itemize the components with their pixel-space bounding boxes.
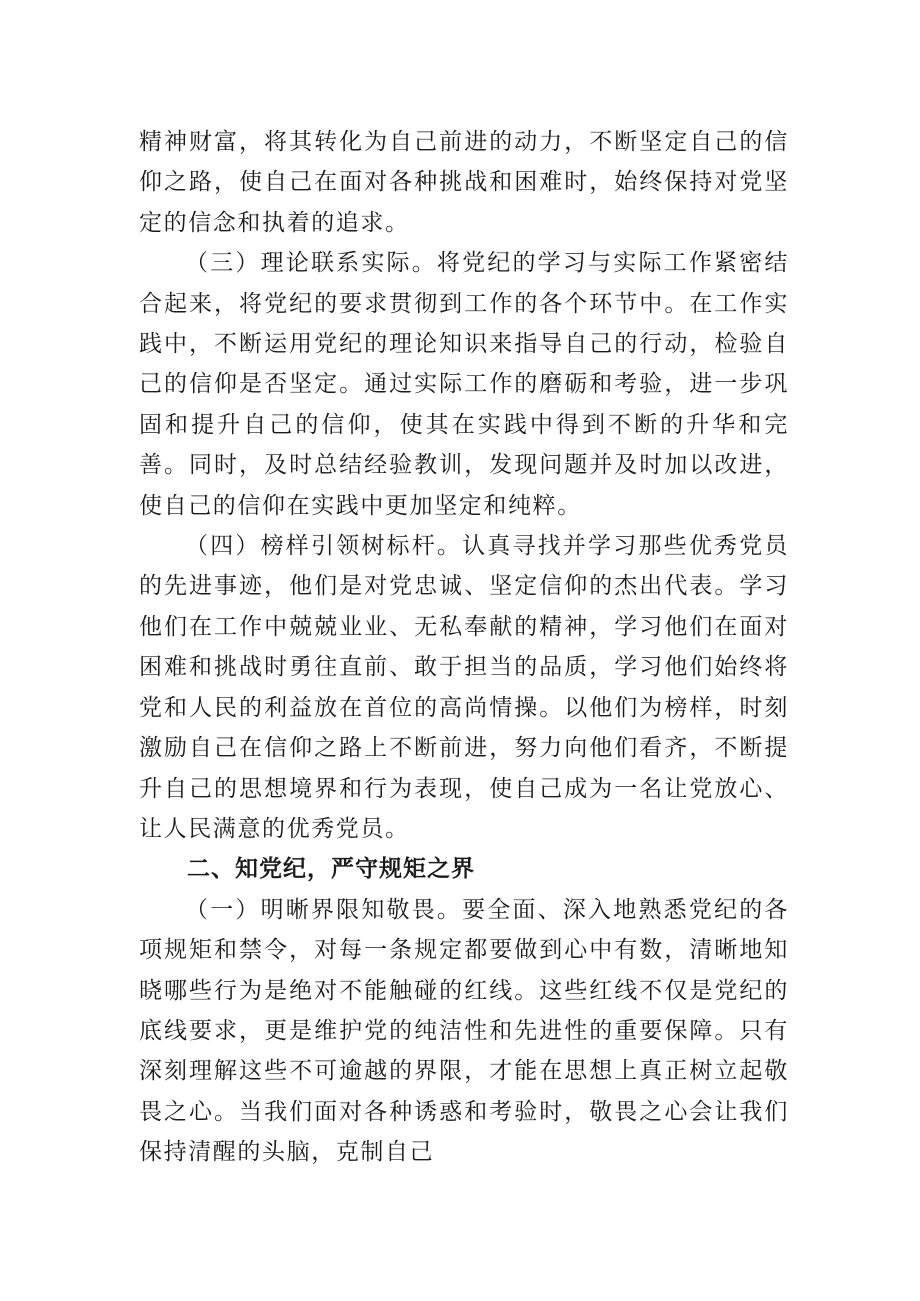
paragraph-subsection-one: （一）明晰界限知敬畏。要全面、深入地熟悉党纪的各项规矩和禁令，对每一条规定都要做到心中有数，清晰地知晓哪些行为是绝对不能触碰的红线。这些红线不仅是党纪的底线要求，更是维护党的纯洁性和先进性的重要保障。只有深刻理解这些不可逾越的界限，才能在思想上真正树立起敬畏之心。当我们面对各种诱惑和考验时，敬畏之心会让我们保持清醒的头脑，克制自己 [139, 896, 789, 1166]
document-body [139, 122, 789, 1173]
section-heading: 二、知党纪，严守规矩之界 [187, 856, 475, 883]
paragraph-section-four: （四）榜样引领树标杆。认真寻找并学习那些优秀党员的先进事迹，他们是对党忠诚、坚定信仰的杰出代表。学习他们在工作中兢兢业业、无私奉献的精神，学习他们在面对困难和挑战时勇往直前、敢于担当的品质，学习他们始终将党和人民的利益放在首位的高尚情操。以他们为榜样，时刻激励自己在信仰之路上不断前进，努力向他们看齐，不断提升自己的思想境界和行为表现，使自己成为一名让党放心、让人民满意的优秀党员。 [139, 533, 789, 842]
paragraph-continuation: 精神财富，将其转化为自己前进的动力，不断坚定自己的信仰之路，使自己在面对各种挑战和困难时，始终保持对党坚定的信念和执着的追求。 [139, 129, 789, 236]
paragraph-section-three: （三）理论联系实际。将党纪的学习与实际工作紧密结合起来，将党纪的要求贯彻到工作的各个环节中。在工作实践中，不断运用党纪的理论知识来指导自己的行动，检验自己的信仰是否坚定。通过实际工作的磨砺和考验，进一步巩固和提升自己的信仰，使其在实践中得到不断的升华和完善。同时，及时总结经验教训，发现问题并及时加以改进，使自己的信仰在实践中更加坚定和纯粹。 [139, 250, 789, 519]
